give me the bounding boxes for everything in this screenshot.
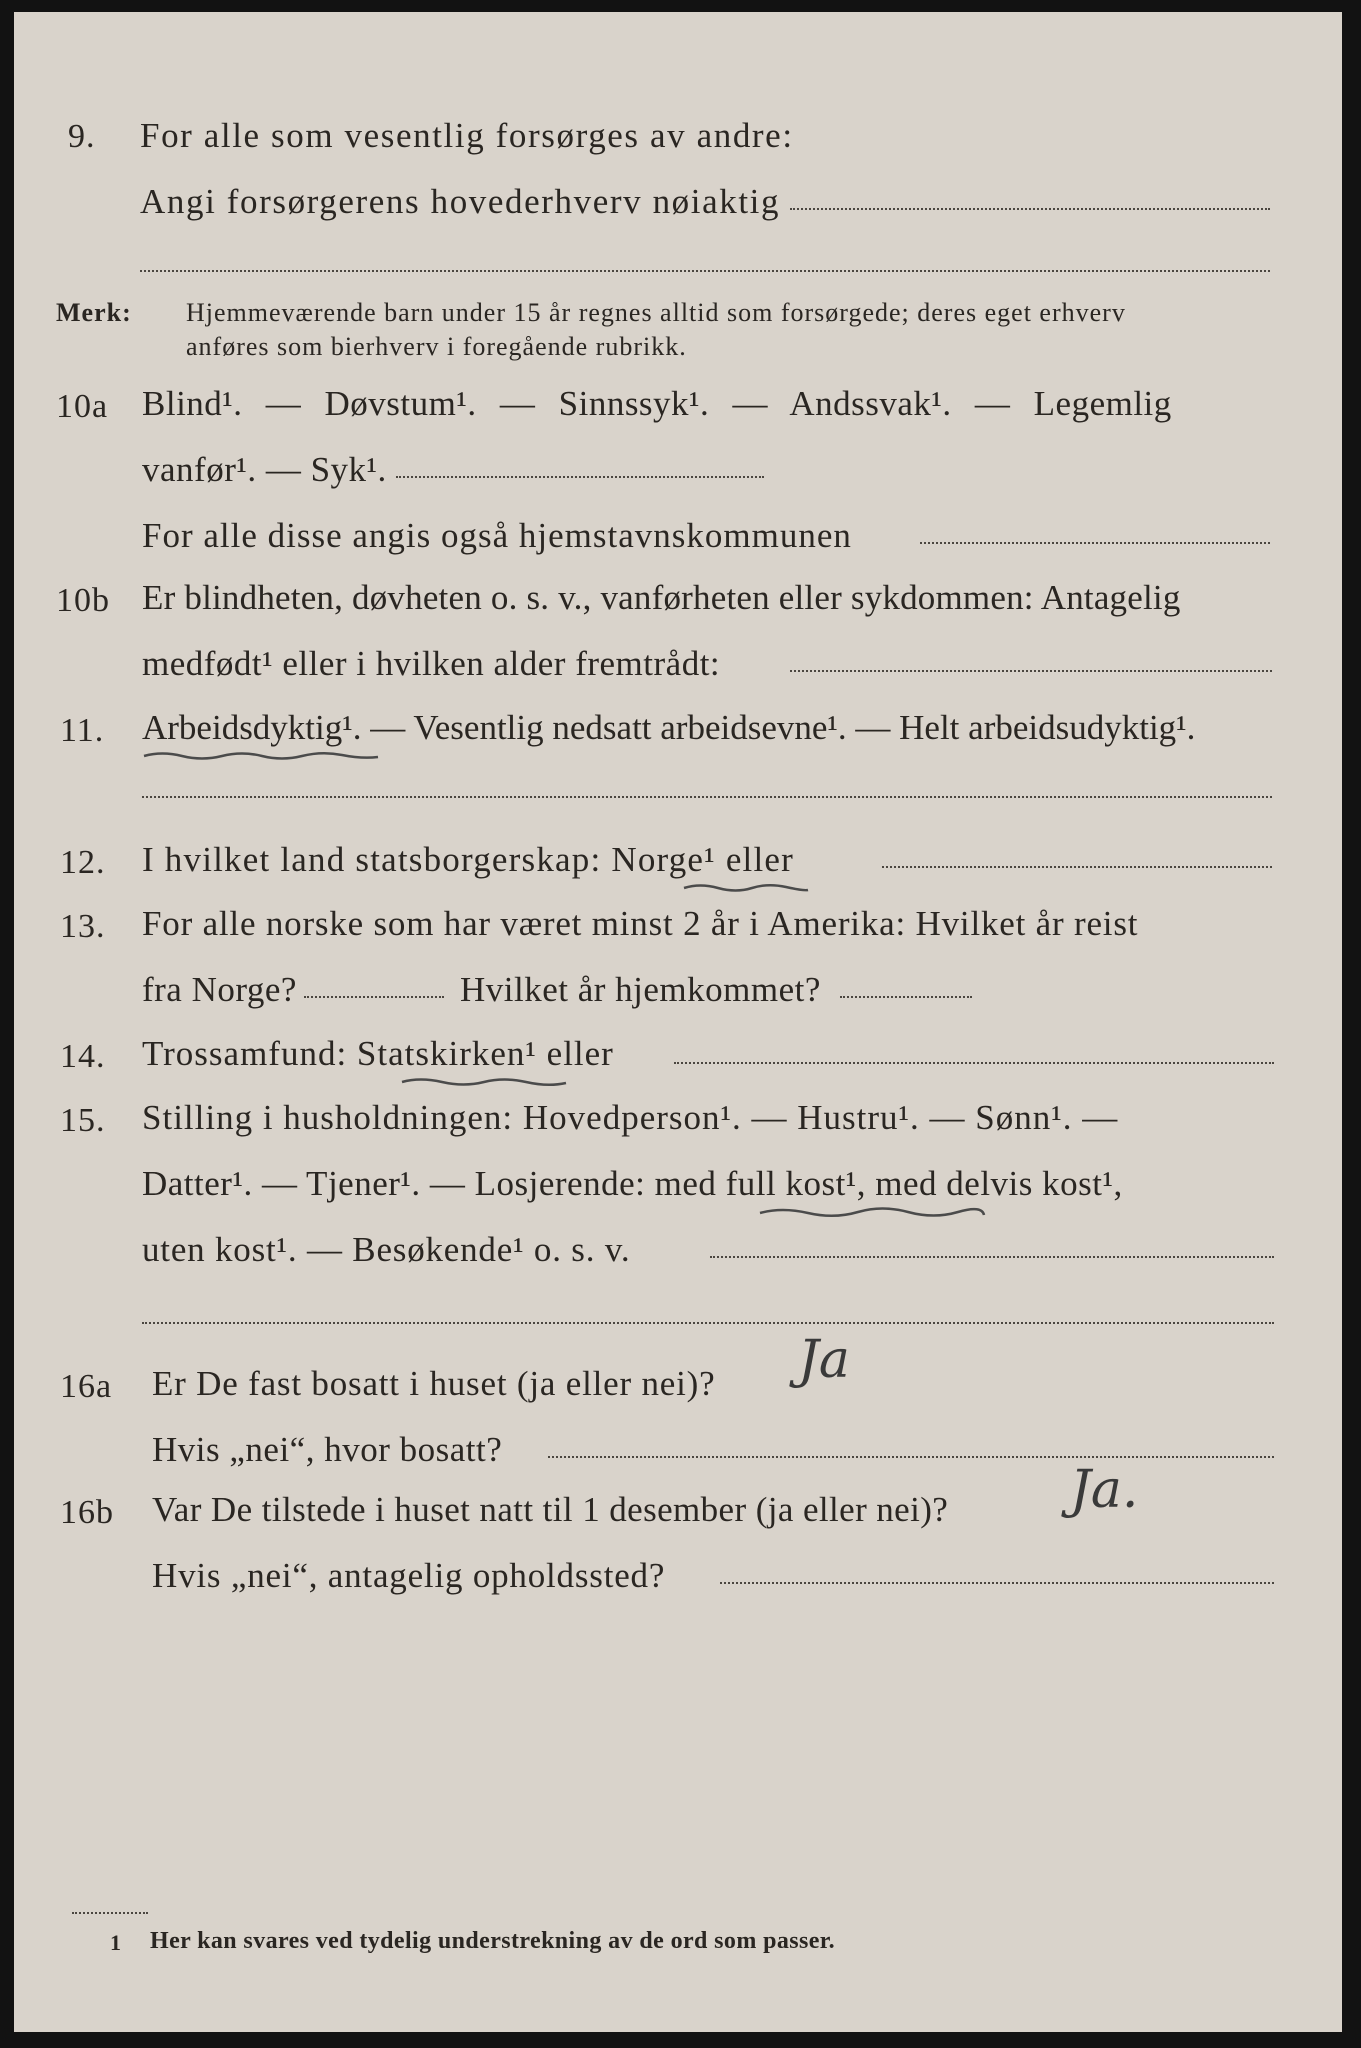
answer-field-16b-whereabouts[interactable] bbox=[720, 1582, 1274, 1584]
question-9-number: 9. bbox=[68, 118, 96, 155]
handwritten-underline-norge bbox=[682, 880, 812, 894]
footnote-divider bbox=[72, 1912, 148, 1914]
note-label: Merk: bbox=[56, 298, 132, 327]
question-13-line-2a: fra Norge? bbox=[142, 970, 297, 1009]
question-13-line-2b: Hvilket år hjemkommet? bbox=[460, 970, 821, 1009]
question-13-line-1: For alle norske som har været minst 2 år i Amerika: Hvilket år reist bbox=[142, 904, 1139, 943]
question-15-line-1: Stilling i husholdningen: Hovedperson¹. — Hustru¹. — Sønn¹. — bbox=[142, 1098, 1119, 1137]
question-12-number: 12. bbox=[60, 844, 106, 881]
answer-field-15-continuation[interactable] bbox=[142, 1322, 1274, 1324]
question-14-line-1: Trossamfund: Statskirken¹ eller bbox=[142, 1034, 614, 1073]
question-10b-line-1: Er blindheten, døvheten o. s. v., vanførheten eller sykdommen: Antagelig bbox=[142, 578, 1181, 617]
note-line-1: Hjemmeværende barn under 15 år regnes alltid som forsørgede; deres eget erhverv bbox=[186, 298, 1126, 327]
answer-field-10a-home-municipality[interactable] bbox=[920, 542, 1270, 544]
question-16a-line-1: Er De fast bosatt i huset (ja eller nei)? bbox=[152, 1364, 716, 1403]
question-13-number: 13. bbox=[60, 908, 106, 945]
question-15-number: 15. bbox=[60, 1102, 106, 1139]
question-12-line-1: I hvilket land statsborgerskap: Norge¹ eller bbox=[142, 840, 794, 879]
answer-field-15-household-position[interactable] bbox=[710, 1256, 1274, 1258]
answer-field-16a-residence[interactable] bbox=[548, 1456, 1274, 1458]
question-14-number: 14. bbox=[60, 1038, 106, 1075]
question-10a-line-1: Blind¹. — Døvstum¹. — Sinnssyk¹. — Andssvak¹. — Legemlig bbox=[142, 384, 1172, 423]
question-16b-line-1: Var De tilstede i huset natt til 1 desember (ja eller nei)? bbox=[152, 1490, 949, 1529]
note-line-2: anføres som bierhverv i foregående rubrikk. bbox=[186, 332, 687, 361]
handwritten-underline-arbeidsdyktig bbox=[142, 748, 382, 762]
question-10a-line-2: vanfør¹. — Syk¹. bbox=[142, 450, 387, 489]
question-11-number: 11. bbox=[60, 712, 105, 749]
question-10b-line-2: medfødt¹ eller i hvilken alder fremtrådt: bbox=[142, 644, 721, 683]
footnote-mark: 1 bbox=[110, 1930, 122, 1955]
question-15-line-2: Datter¹. — Tjener¹. — Losjerende: med full kost¹, med delvis kost¹, bbox=[142, 1164, 1123, 1203]
handwritten-answer-16b: Ja. bbox=[1070, 1460, 1139, 1520]
answer-field-10a-condition[interactable] bbox=[396, 476, 764, 478]
answer-field-10b-onset[interactable] bbox=[790, 670, 1272, 672]
footnote-text: Her kan svares ved tydelig understrekning av de ord som passer. bbox=[150, 1928, 836, 1954]
question-16b-number: 16b bbox=[60, 1494, 114, 1531]
answer-field-13-year-left[interactable] bbox=[304, 996, 444, 998]
handwritten-underline-med-full-kost bbox=[758, 1204, 988, 1220]
question-9-line-2: Angi forsørgerens hovederhverv nøiaktig bbox=[140, 182, 781, 221]
question-15-line-3: uten kost¹. — Besøkende¹ o. s. v. bbox=[142, 1230, 631, 1269]
question-16b-line-2: Hvis „nei“, antagelig opholdssted? bbox=[152, 1556, 666, 1595]
answer-field-9-continuation[interactable] bbox=[140, 270, 1270, 272]
question-11-line-1: Arbeidsdyktig¹. — Vesentlig nedsatt arbeidsevne¹. — Helt arbeidsudyktig¹. bbox=[142, 708, 1196, 747]
answer-field-14-religion[interactable] bbox=[674, 1062, 1274, 1064]
handwritten-underline-statskirken bbox=[400, 1074, 570, 1088]
answer-field-11-continuation[interactable] bbox=[142, 796, 1272, 798]
handwritten-answer-16a: Ja bbox=[798, 1330, 850, 1390]
question-10a-number: 10a bbox=[56, 388, 109, 425]
question-10a-line-3: For alle disse angis også hjemstavnskommunen bbox=[142, 516, 852, 555]
question-10b-number: 10b bbox=[56, 582, 110, 619]
question-16a-line-2: Hvis „nei“, hvor bosatt? bbox=[152, 1430, 503, 1469]
census-form-page bbox=[14, 12, 1342, 2032]
answer-field-13-year-returned[interactable] bbox=[840, 996, 972, 998]
answer-field-9-provider-occupation[interactable] bbox=[790, 208, 1270, 210]
answer-field-12-citizenship[interactable] bbox=[882, 866, 1272, 868]
question-16a-number: 16a bbox=[60, 1368, 113, 1405]
question-9-line-1: For alle som vesentlig forsørges av andre: bbox=[140, 116, 794, 155]
